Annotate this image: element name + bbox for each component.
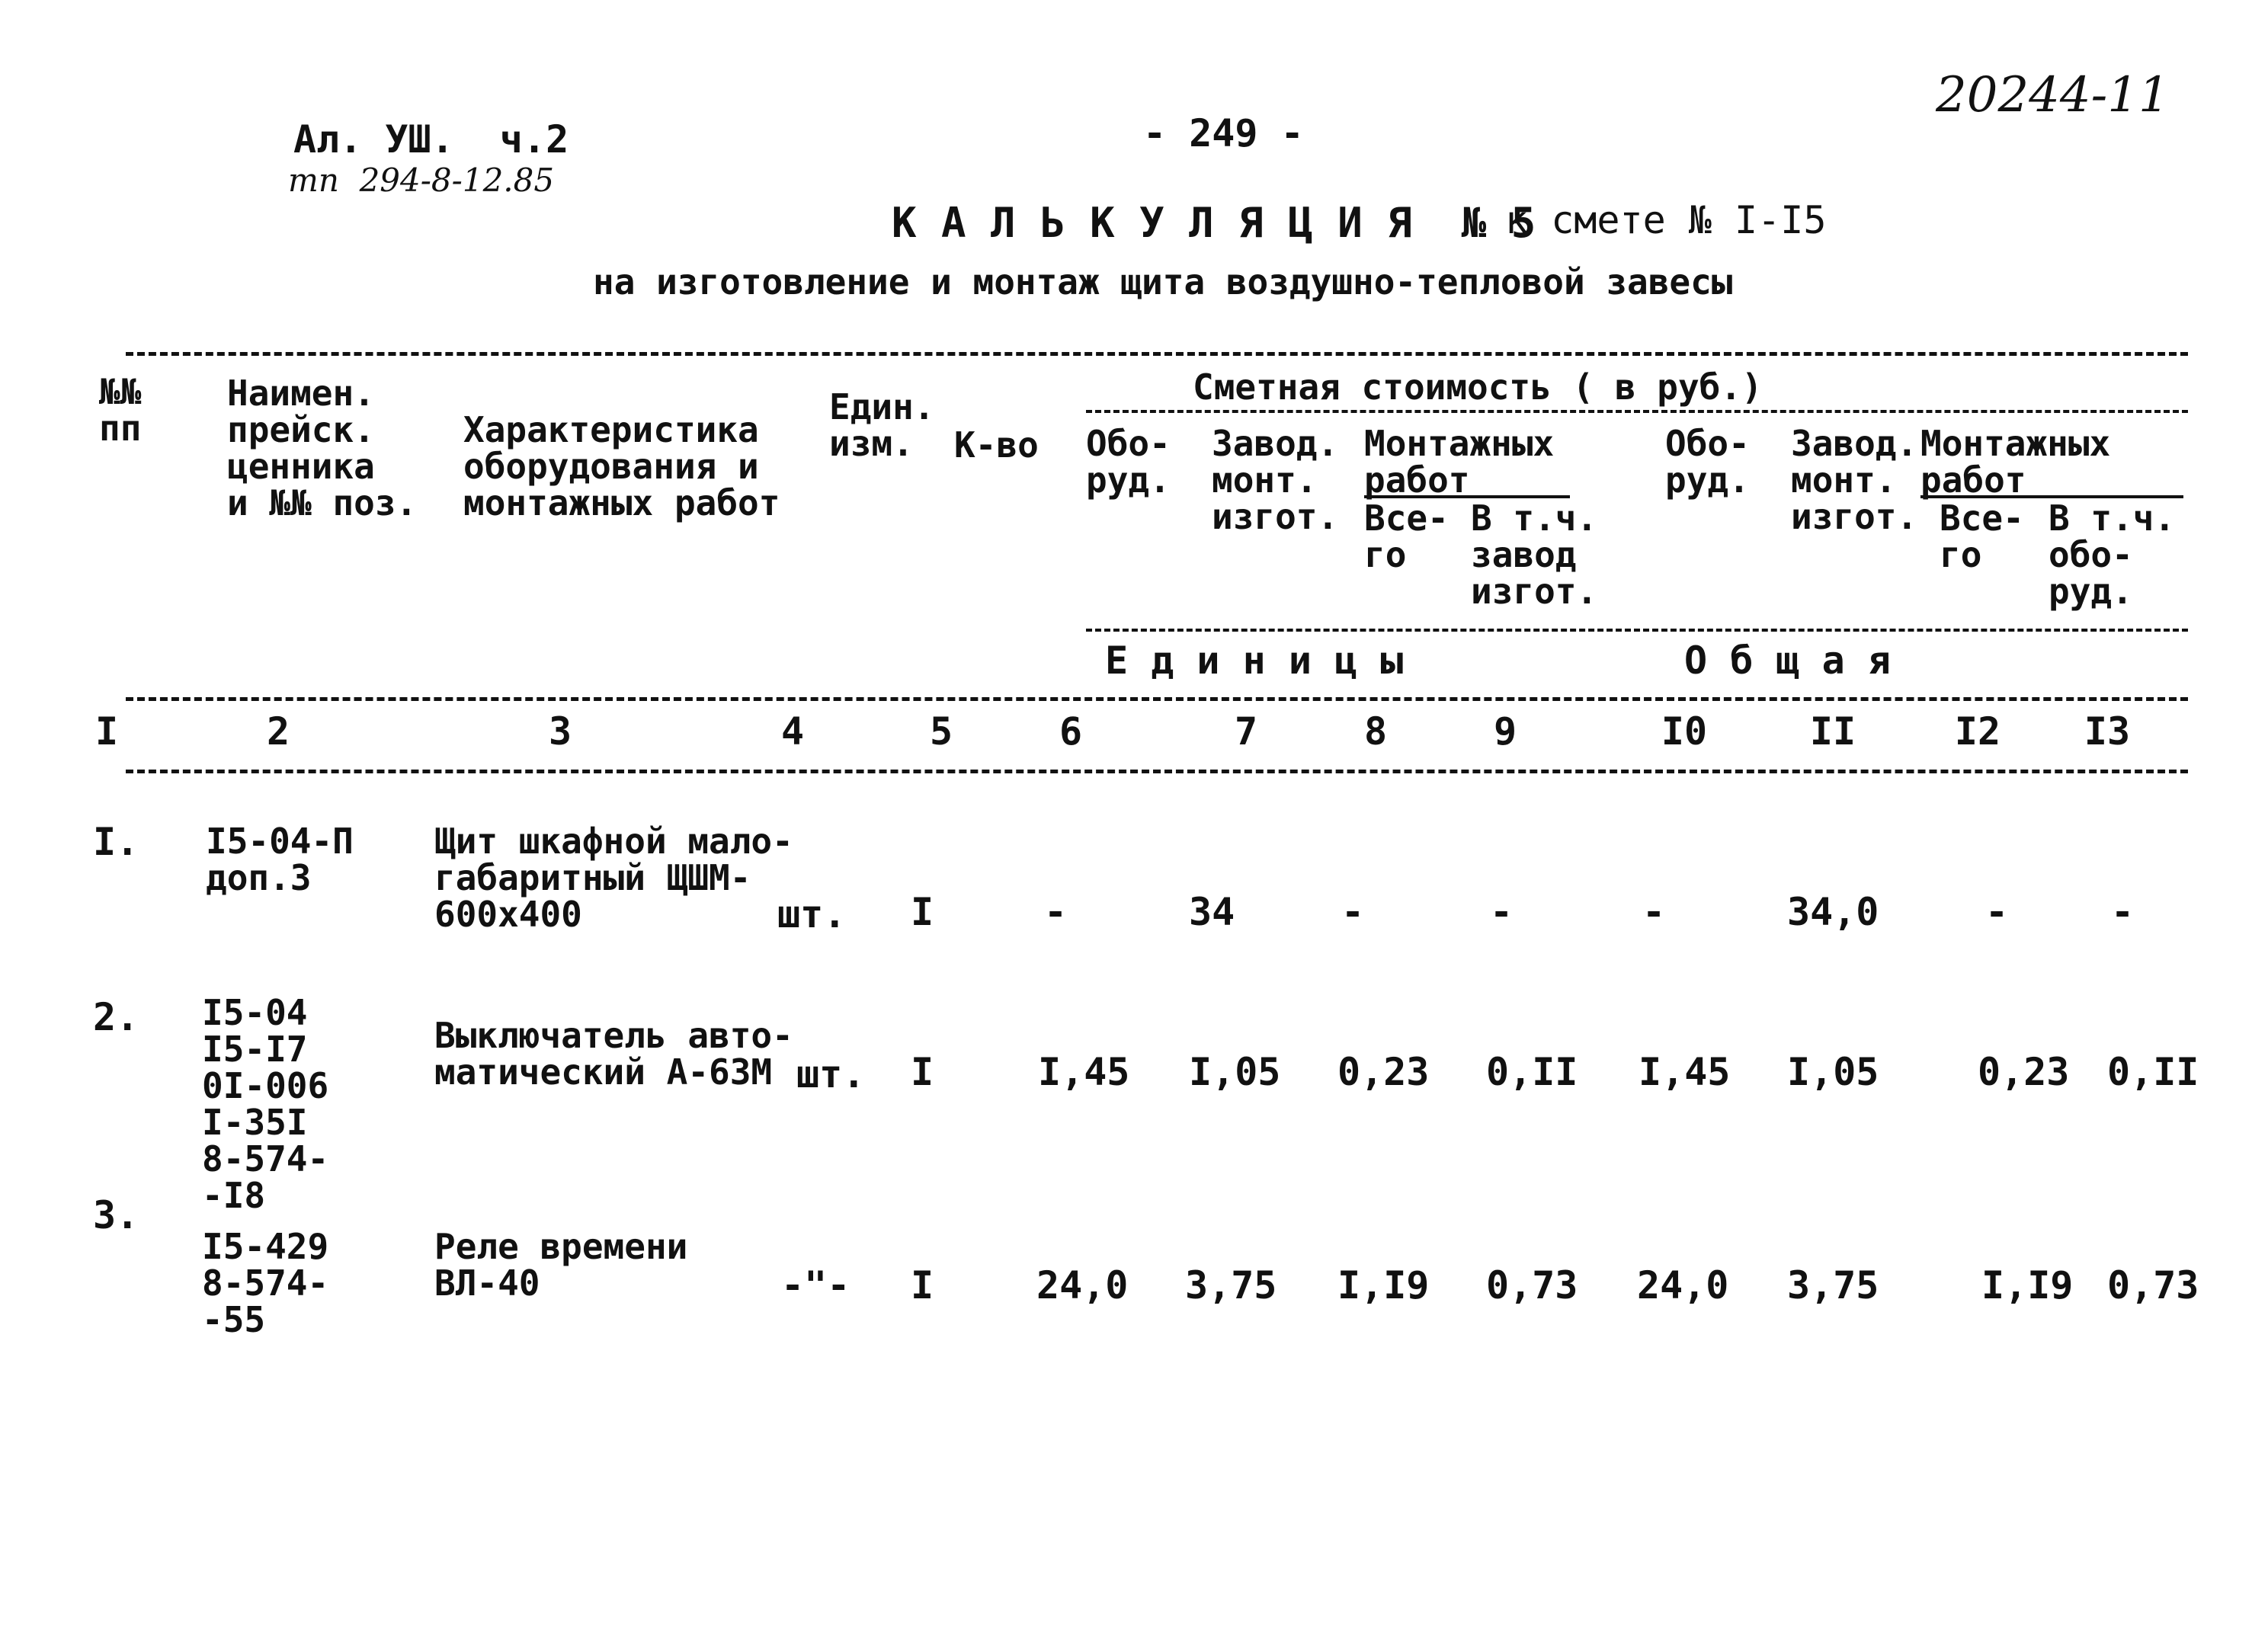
row-c13: 0,II (2107, 1050, 2199, 1094)
row-code: I5-429 8-574- -55 (202, 1226, 329, 1340)
header-gen-equipment: Обо- руд. (1665, 423, 1750, 501)
col-number: II (1809, 709, 1856, 754)
row-code: I5-04 I5-I7 0I-006 I-35I 8-574- -I8 (202, 992, 329, 1216)
row-c9: 0,II (1486, 1050, 1578, 1094)
row-unit: шт. (777, 892, 847, 936)
row-c8: I,I9 (1337, 1263, 1430, 1307)
row-number: 3. (93, 1193, 139, 1237)
col-number: 2 (266, 709, 290, 754)
header-row-number: №№ пп (99, 371, 142, 449)
row-c6: - (1044, 890, 1068, 934)
cost-group-rule (1086, 410, 2188, 413)
row-c7: I,05 (1189, 1050, 1281, 1094)
row-c9: 0,73 (1486, 1263, 1578, 1307)
table-top-rule (126, 352, 2188, 356)
col-number: 4 (780, 709, 805, 754)
header-characteristics: Характеристика оборудования и монтажных работ (463, 409, 780, 523)
page-number: - 249 - (1143, 111, 1304, 155)
document-title: К А Л Ь К У Л Я Ц И Я № 5 (892, 199, 1536, 247)
document-subtitle: на изготовление и монтаж щита воздушно-тепловой завесы (593, 261, 1733, 302)
row-c12: 0,23 (1978, 1050, 2070, 1094)
album-line: Ал. УШ. ч.2 (293, 117, 569, 162)
row-c12: - (1985, 890, 2009, 934)
header-unit: Един. изм. (829, 386, 935, 464)
col-number: I0 (1661, 709, 1708, 754)
header-cost-group: Сметная стоимость ( в руб.) (1193, 366, 1763, 408)
row-quantity: I (911, 890, 934, 934)
row-description: Щит шкафной мало- габаритный ЩШМ- 600x400 (434, 821, 793, 935)
row-c13: 0,73 (2107, 1263, 2199, 1307)
row-description: Реле времени ВЛ-40 (434, 1226, 688, 1304)
row-number: 2. (93, 995, 139, 1039)
row-c11: 34,0 (1787, 890, 1879, 934)
col-number: 6 (1059, 709, 1083, 754)
col-number: 9 (1493, 709, 1517, 754)
row-c11: 3,75 (1787, 1263, 1879, 1307)
row-c6: I,45 (1038, 1050, 1130, 1094)
row-c9: - (1490, 890, 1514, 934)
header-price-list: Наимен. прейск. ценника и №№ поз. (227, 373, 418, 523)
row-quantity: I (911, 1050, 934, 1094)
header-unit-equipment: Обо- руд. (1086, 423, 1171, 501)
header-gen-total: Все- го (1940, 498, 2024, 575)
row-c10: I,45 (1639, 1050, 1731, 1094)
row-description: Выключатель авто- матический А-63М (434, 1015, 793, 1093)
estimate-reference: к смете № I-I5 (1505, 198, 1827, 242)
col-number: I (94, 709, 119, 754)
header-gen-mount: Монтажных работ (1920, 423, 2111, 501)
row-unit: -"- (781, 1263, 850, 1307)
row-c13: - (2111, 890, 2135, 934)
col-number: I2 (1954, 709, 2001, 754)
units-rule (1086, 629, 2188, 632)
row-number: I. (93, 820, 139, 864)
row-c6: 24,0 (1036, 1263, 1129, 1307)
row-c12: I,I9 (1981, 1263, 2074, 1307)
col-number: 7 (1234, 709, 1258, 754)
row-c7: 3,75 (1185, 1263, 1277, 1307)
col-number: 5 (929, 709, 953, 754)
row-c8: - (1341, 890, 1365, 934)
row-c10: - (1642, 890, 1666, 934)
header-unit-mount: Монтажных работ (1364, 423, 1555, 501)
row-code: I5-04-П доп.3 (206, 821, 354, 898)
handwritten-number: 20244-11 (1936, 67, 2170, 123)
general-label: О б щ а я (1684, 638, 1891, 683)
header-bottom-rule (126, 697, 2188, 701)
header-gen-incl: В т.ч. обо- руд. (2049, 498, 2176, 612)
row-c11: I,05 (1787, 1050, 1879, 1094)
tp-line: тп 294-8-12.85 (288, 162, 555, 199)
units-label: Е д и н и ц ы (1105, 638, 1404, 683)
col-number: 8 (1363, 709, 1388, 754)
col-number: 3 (548, 709, 572, 754)
row-c8: 0,23 (1337, 1050, 1430, 1094)
row-c10: 24,0 (1637, 1263, 1729, 1307)
row-quantity: I (911, 1263, 934, 1307)
header-quantity: К-во (954, 424, 1039, 466)
row-c7: 34 (1189, 890, 1235, 934)
header-unit-total: Все- го (1364, 498, 1449, 575)
col-number: I3 (2084, 709, 2131, 754)
row-unit: шт. (796, 1052, 866, 1096)
numbers-bottom-rule (126, 770, 2188, 773)
header-unit-incl: В т.ч. завод изгот. (1471, 498, 1598, 612)
header-unit-factory: Завод. монт. изгот. (1212, 423, 1339, 537)
header-gen-factory: Завод. монт. изгот. (1791, 423, 1918, 537)
